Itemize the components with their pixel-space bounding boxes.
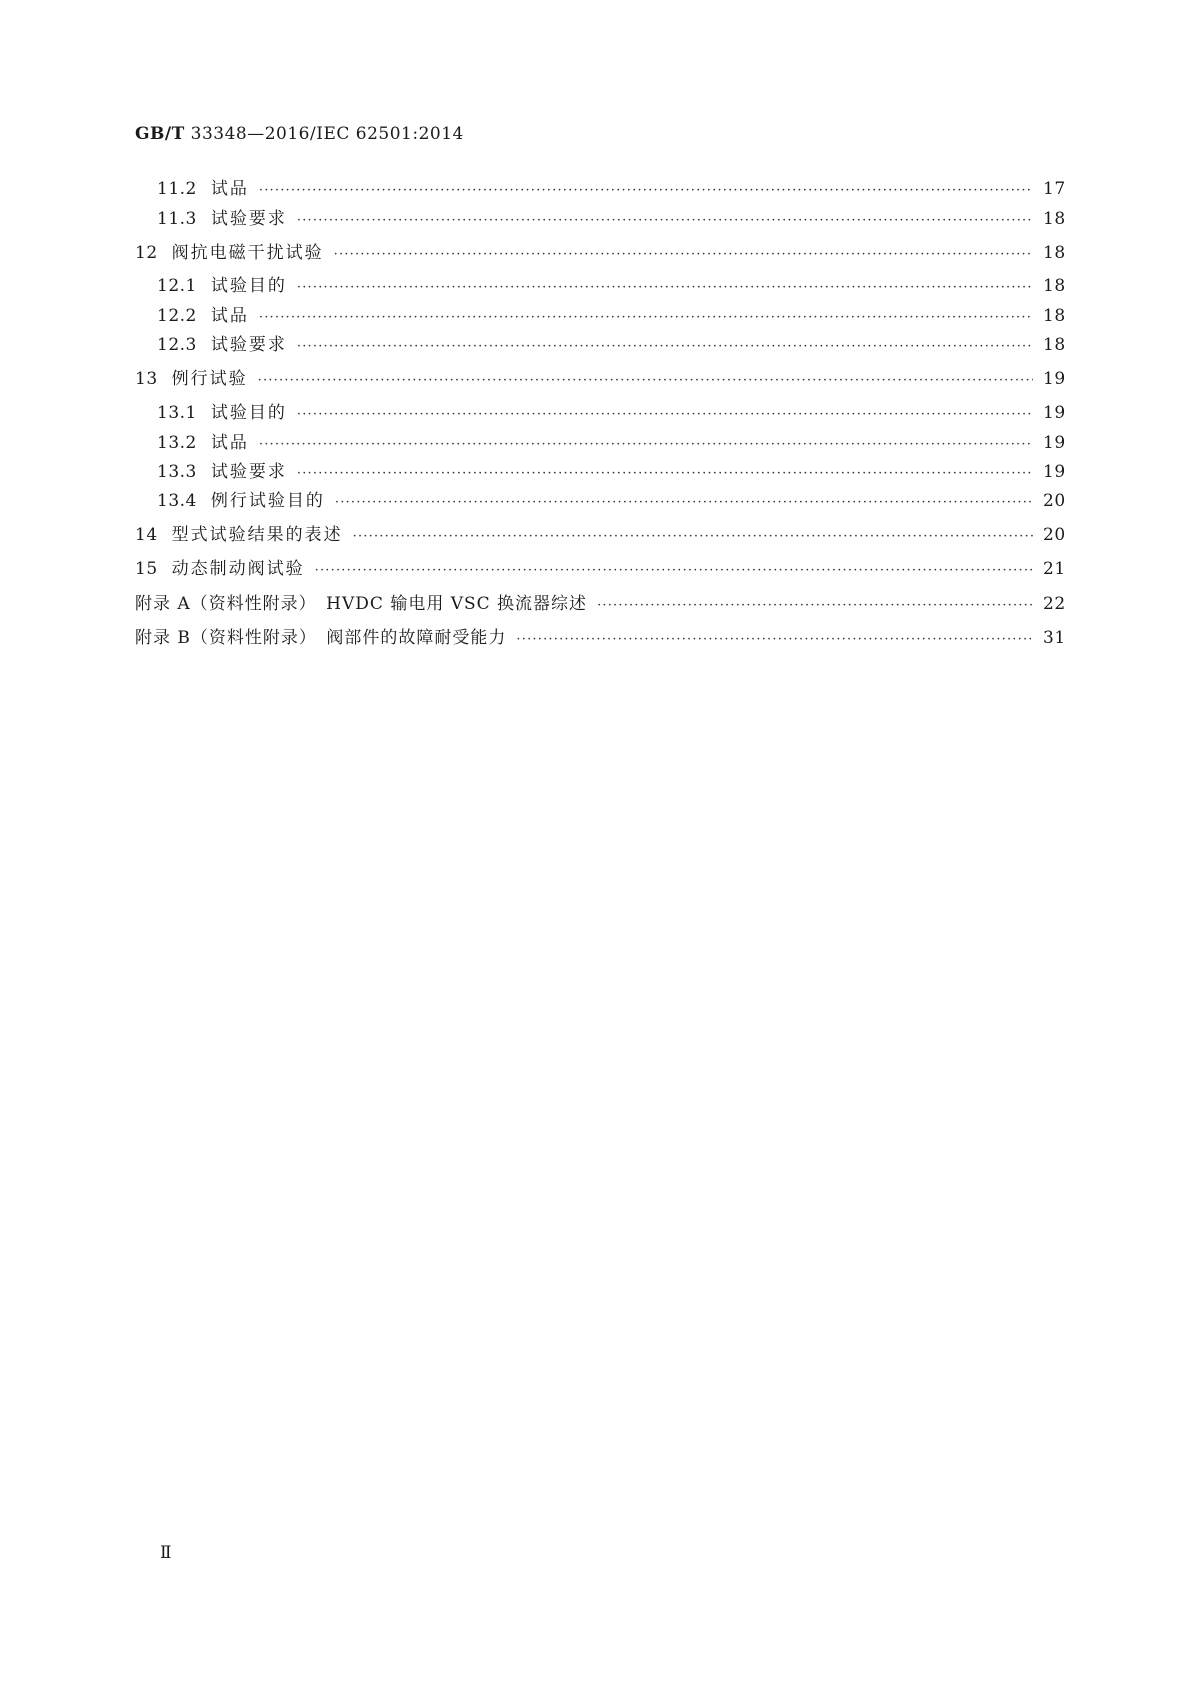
toc-entry[interactable] bbox=[157, 304, 1065, 328]
toc-entry-page: 20 bbox=[1043, 491, 1066, 511]
toc-entry-title: 动态制动阀试验 bbox=[171, 559, 305, 579]
toc-dot-leader bbox=[259, 306, 1033, 330]
toc-entry-title: 试品 bbox=[210, 306, 249, 326]
toc-entry[interactable] bbox=[157, 207, 1065, 231]
toc-entry-page: 22 bbox=[1043, 594, 1066, 614]
toc-entry[interactable] bbox=[157, 274, 1065, 298]
toc-dot-leader bbox=[297, 403, 1033, 427]
toc-entry-number: 11.2 bbox=[157, 179, 197, 199]
toc-dot-leader bbox=[259, 179, 1033, 203]
toc-entry[interactable] bbox=[135, 241, 1065, 265]
toc-entry-page: 19 bbox=[1043, 369, 1066, 389]
toc-entry-page: 18 bbox=[1043, 335, 1066, 355]
toc-dot-leader bbox=[258, 369, 1033, 393]
toc-entry[interactable] bbox=[135, 557, 1065, 581]
toc-entry-title: 试验目的 bbox=[210, 403, 287, 423]
toc-dot-leader bbox=[334, 243, 1033, 267]
toc-entry-page: 17 bbox=[1043, 179, 1066, 199]
toc-dot-leader bbox=[516, 628, 1033, 652]
toc-entry-page: 18 bbox=[1043, 276, 1066, 296]
toc-dot-leader bbox=[335, 491, 1033, 515]
toc-dot-leader bbox=[315, 559, 1033, 583]
toc-dot-leader bbox=[259, 433, 1033, 457]
toc-entry[interactable] bbox=[135, 523, 1065, 547]
toc-entry-page: 20 bbox=[1043, 525, 1066, 545]
toc-entry[interactable] bbox=[157, 431, 1065, 455]
toc-entry-page: 19 bbox=[1043, 403, 1066, 423]
toc-entry-page: 19 bbox=[1043, 433, 1066, 453]
toc-entry-number: 13.4 bbox=[157, 491, 197, 511]
toc-entry[interactable] bbox=[157, 460, 1065, 484]
toc-entry[interactable] bbox=[157, 177, 1065, 201]
standard-code-prefix: GB/T bbox=[135, 124, 185, 144]
toc-entry-title: 试验要求 bbox=[210, 209, 287, 229]
toc-entry-title: 试验要求 bbox=[210, 462, 287, 482]
toc-entry-number: 12.2 bbox=[157, 306, 197, 326]
toc-entry-title: 例行试验目的 bbox=[210, 491, 325, 511]
document-header bbox=[135, 124, 464, 144]
toc-entry-page: 18 bbox=[1043, 243, 1066, 263]
toc-entry-title: 试品 bbox=[210, 433, 249, 453]
toc-dot-leader bbox=[297, 276, 1033, 300]
toc-entry-page: 31 bbox=[1043, 628, 1066, 648]
toc-dot-leader bbox=[597, 594, 1033, 618]
toc-entry-page: 18 bbox=[1043, 306, 1066, 326]
toc-entry-title: 附录 B（资料性附录） 阀部件的故障耐受能力 bbox=[135, 628, 507, 648]
toc-entry[interactable] bbox=[135, 367, 1065, 391]
toc-entry-number: 13 bbox=[135, 369, 158, 389]
toc-entry-title: 试验目的 bbox=[210, 276, 287, 296]
toc-entry-number: 14 bbox=[135, 525, 158, 545]
toc-dot-leader bbox=[297, 209, 1033, 233]
toc-entry[interactable] bbox=[157, 401, 1065, 425]
toc-entry-number: 11.3 bbox=[157, 209, 197, 229]
toc-entry-page: 21 bbox=[1043, 559, 1066, 579]
toc-entry[interactable] bbox=[135, 626, 1065, 650]
toc-entry-title: 试品 bbox=[210, 179, 249, 199]
toc-entry-title: 阀抗电磁干扰试验 bbox=[171, 243, 324, 263]
toc-entry-number: 12 bbox=[135, 243, 158, 263]
toc-entry-page: 18 bbox=[1043, 209, 1066, 229]
toc-entry[interactable] bbox=[157, 333, 1065, 357]
standard-code-number: 33348—2016/IEC 62501:2014 bbox=[184, 124, 464, 144]
page-number: Ⅱ bbox=[160, 1543, 172, 1563]
toc-entry-page: 19 bbox=[1043, 462, 1066, 482]
toc-dot-leader bbox=[297, 462, 1033, 486]
toc-entry-number: 13.3 bbox=[157, 462, 197, 482]
toc-entry-number: 12.1 bbox=[157, 276, 197, 296]
toc-dot-leader bbox=[297, 335, 1033, 359]
toc-entry-number: 12.3 bbox=[157, 335, 197, 355]
toc-entry-title: 附录 A（资料性附录） HVDC 输电用 VSC 换流器综述 bbox=[135, 594, 588, 614]
toc-entry-number: 13.1 bbox=[157, 403, 197, 423]
toc-entry-number: 15 bbox=[135, 559, 158, 579]
toc-entry-title: 型式试验结果的表述 bbox=[171, 525, 343, 545]
toc-entry[interactable] bbox=[135, 592, 1065, 616]
toc-dot-leader bbox=[353, 525, 1033, 549]
toc-entry-title: 例行试验 bbox=[171, 369, 248, 389]
toc-entry-title: 试验要求 bbox=[210, 335, 287, 355]
toc-entry-number: 13.2 bbox=[157, 433, 197, 453]
toc-entry[interactable] bbox=[157, 489, 1065, 513]
